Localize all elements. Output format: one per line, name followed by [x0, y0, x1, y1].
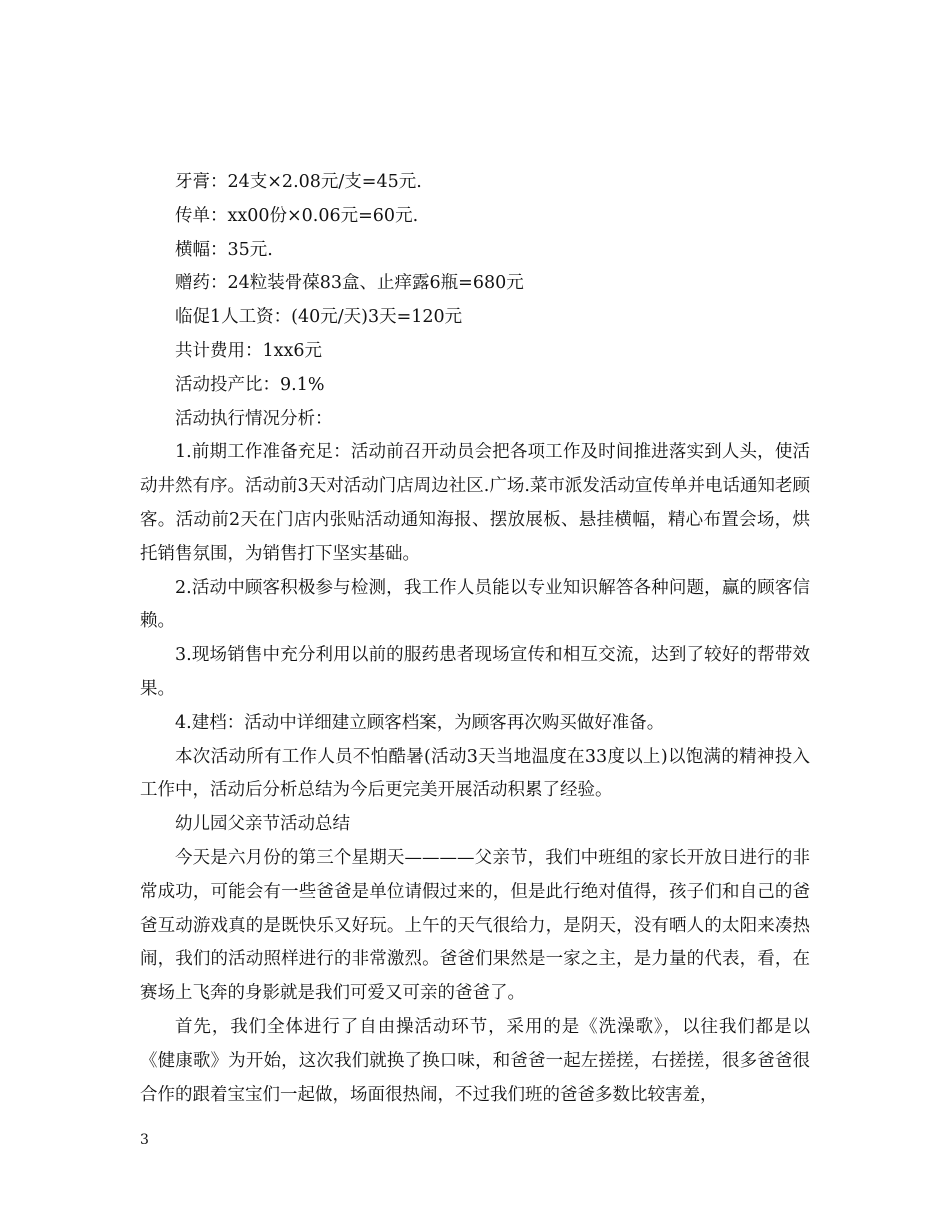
analysis-heading: 活动执行情况分析：: [175, 408, 333, 429]
cost-line-promoter-wage: 临促1人工资：(40元/天)3天=120元: [175, 307, 463, 328]
cost-line-roi: 活动投产比：9.1%: [175, 374, 325, 395]
fathers-day-paragraph-1: 今天是六月份的第三个星期天————父亲节，我们中班组的家长开放日进行的非常成功，可能会有一些爸爸是单位请假过来的，但是此行绝对值得，孩子们和自己的爸爸互动游戏真的是既快乐又好玩。上午的天气很给力，是阴天，没有晒人的太阳来凑热闹，我们的活动照样进行的非常激烈。爸爸们果然是一家之主，是力量的代表，看，在赛场上飞奔的身影就是我们可爱又可亲的爸爸了。: [140, 847, 810, 1004]
analysis-point-3: 3.现场销售中充分利用以前的服药患者现场宣传和相互交流，达到了较好的帮带效果。: [140, 645, 810, 699]
fathers-day-paragraph-2: 首先，我们全体进行了自由操活动环节，采用的是《洗澡歌》，以往我们都是以《健康歌》为开始，这次我们就换了换口味，和爸爸一起左搓搓，右搓搓，很多爸爸很合作的跟着宝宝们一起做，场面很热闹，不过我们班的爸爸多数比较害羞，: [140, 1016, 810, 1105]
cost-line-total: 共计费用：1xx6元: [175, 340, 323, 361]
section-title: 幼儿园父亲节活动总结: [175, 814, 350, 835]
analysis-summary: 本次活动所有工作人员不怕酷暑(活动3天当地温度在33度以上)以饱满的精神投入工作中，活动后分析总结为今后更完美开展活动积累了经验。: [140, 746, 810, 801]
page-number: 3: [140, 1132, 149, 1148]
cost-line-flyers: 传单：xx00份×0.06元=60元.: [175, 205, 419, 226]
cost-line-toothpaste: 牙膏：24支×2.08元/支=45元.: [175, 172, 422, 192]
analysis-point-1: 1.前期工作准备充足：活动前召开动员会把各项工作及时间推进落实到人头，使活动井然有序。活动前3天对活动门店周边社区.广场.菜市派发活动宣传单并电话通知老顾客。活动前2天在门店内张贴活动通知海报、摆放展板、悬挂横幅，精心布置会场，烘托销售氛围，为销售打下坚实基础。: [140, 442, 810, 564]
cost-line-banner: 横幅：35元.: [175, 239, 273, 260]
analysis-point-2: 2.活动中顾客积极参与检测，我工作人员能以专业知识解答各种问题，赢的顾客信赖。: [140, 577, 810, 632]
document-body: [140, 166, 810, 1112]
cost-line-gift-medicine: 赠药：24粒装骨葆83盒、止痒露6瓶=680元: [175, 273, 524, 294]
analysis-point-4: 4.建档：活动中详细建立顾客档案，为顾客再次购买做好准备。: [175, 712, 665, 733]
